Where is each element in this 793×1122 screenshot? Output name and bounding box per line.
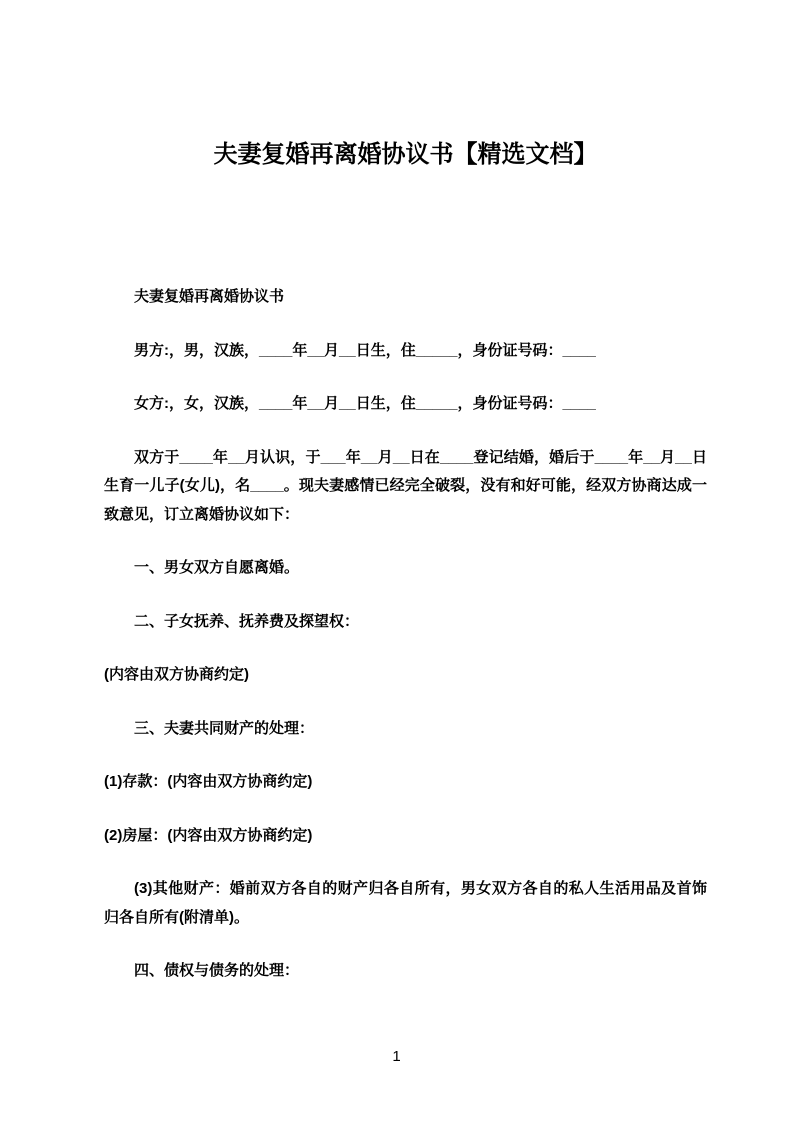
paragraph-clause-3: 三、夫妻共同财产的处理：	[134, 719, 315, 737]
paragraph-clause-3-item-2: (2)房屋：(内容由双方协商约定)	[104, 826, 313, 844]
paragraph-clause-3-item-3: (3)其他财产：婚前双方各自的财产归各自所有，男女双方各自的私人生活用品及首饰归各自所有(附清单)。	[104, 880, 707, 926]
paragraph-subtitle: 夫妻复婚再离婚协议书	[134, 288, 285, 305]
paragraph-clause-2-note: (内容由双方协商约定)	[104, 666, 249, 683]
paragraph-preamble: 双方于____年__月认识，于___年__月__日在____登记结婚，婚后于____年__月__日生育一儿子(女儿)，名____。现夫妻感情已经完全破裂，没有和好可能，经双方协商达成一致意见，订立离婚协议如下：	[104, 448, 707, 523]
paragraph-clause-4: 四、债权与债务的处理：	[134, 962, 300, 979]
paragraph-husband-info: 男方:，男，汉族，____年__月__日生，住_____，身份证号码：____	[134, 341, 596, 359]
paragraph-clause-2: 二、子女抚养、抚养费及探望权：	[134, 612, 360, 630]
paragraph-wife-info: 女方:，女，汉族，____年__月__日生，住_____，身份证号码：____	[134, 395, 596, 412]
document-title: 夫妻复婚再离婚协议书【精选文档】	[213, 141, 598, 168]
paragraph-clause-3-item-1: (1)存款：(内容由双方协商约定)	[104, 773, 313, 790]
paragraph-clause-1: 一、男女双方自愿离婚。	[134, 559, 300, 576]
page-number: 1	[392, 1048, 401, 1065]
